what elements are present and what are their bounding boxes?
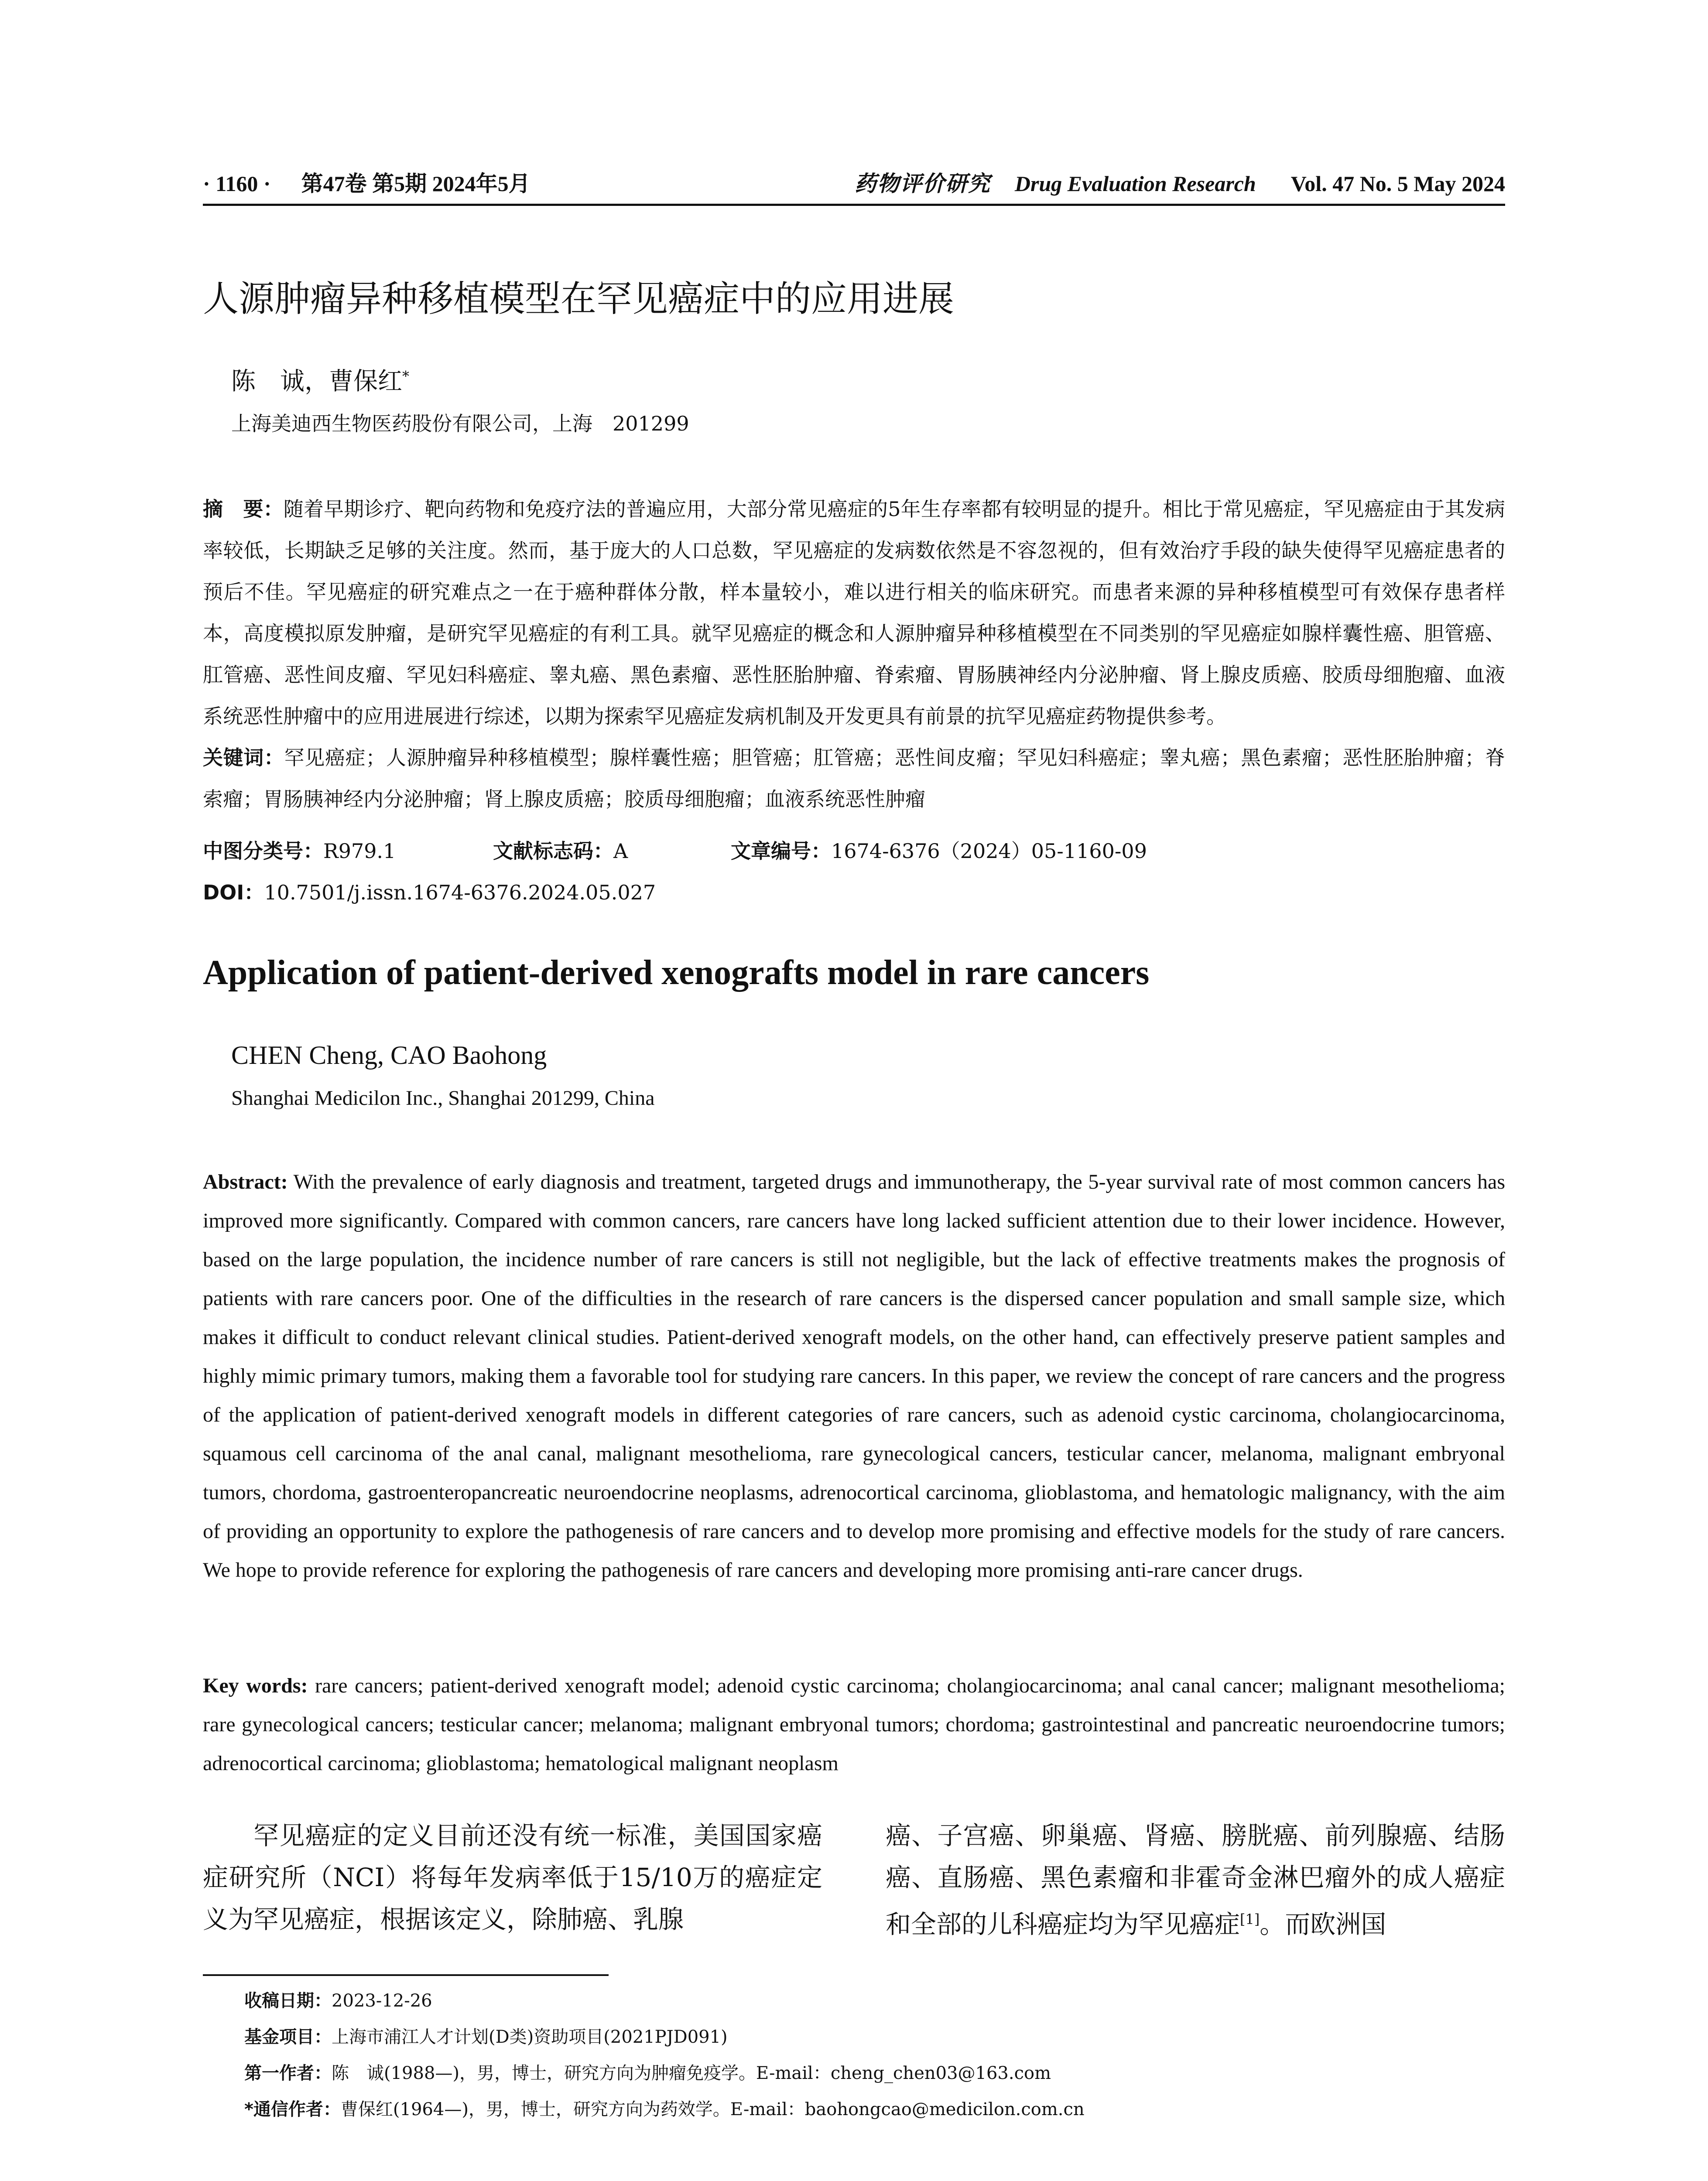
header-right (855, 166, 1505, 198)
article-number-label: 文章编号： (731, 839, 831, 863)
fund-label: 基金项目： (244, 2027, 332, 2047)
page-number: · 1160 · (203, 171, 271, 196)
footnote-first-author (244, 2059, 1051, 2084)
doi-value[interactable]: 10.7501/j.issn.1674-6376.2024.05.027 (264, 881, 656, 904)
received-value: 2023-12-26 (332, 1991, 432, 2011)
clc (203, 839, 396, 863)
abstract-cn (203, 489, 1505, 820)
clc-label: 中图分类号： (203, 839, 323, 863)
running-header (203, 164, 1505, 206)
body-col2-text: 癌、子宫癌、卵巢癌、肾癌、膀胱癌、前列腺癌、结肠癌、直肠癌、黑色素瘤和非霍奇金淋巴瘤外的成人癌症和全部的儿科癌症均为罕见癌症 (886, 1821, 1505, 1939)
issue-en: Vol. 47 No. 5 May 2024 (1290, 171, 1505, 196)
classification-line (203, 835, 1147, 864)
authors-cn-names: 陈 诚，曹保红 (231, 367, 402, 396)
first-author-label: 第一作者： (244, 2063, 332, 2083)
affiliation-cn: 上海美迪西生物医药股份有限公司，上海 201299 (231, 412, 689, 435)
header-left (203, 166, 531, 198)
authors-en: CHEN Cheng, CAO Baohong (231, 1041, 547, 1070)
title-en: Application of patient-derived xenografts model in rare cancers (203, 954, 1150, 992)
affiliation-en: Shanghai Medicilon Inc., Shanghai 201299, China (231, 1087, 655, 1110)
doc-code-label: 文献标志码： (493, 839, 613, 863)
keywords-cn-text: 罕见癌症；人源肿瘤异种移植模型；腺样囊性癌；胆管癌；肛管癌；恶性间皮瘤；罕见妇科癌症；睾丸癌；黑色素瘤；恶性胚胎肿瘤；脊索瘤；胃肠胰神经内分泌肿瘤；肾上腺皮质癌；胶质母细胞瘤；血液系统恶性肿瘤 (203, 746, 1506, 811)
doc-code-value: A (613, 839, 628, 863)
corresponding-value: 曹保红(1964—)，男，博士，研究方向为药效学。E-mail：baohongcao@medicilon.com.cn (340, 2099, 1085, 2119)
article-number (731, 835, 1147, 864)
doi-line (203, 877, 656, 906)
citation-ref[interactable]: [1] (1240, 1911, 1260, 1928)
journal-logo: 药物评价研究 (854, 171, 991, 196)
keywords-cn-label: 关键词： (203, 746, 284, 769)
footnote-fund (244, 2023, 728, 2048)
authors-cn (231, 362, 409, 397)
footnote-rule (203, 1974, 609, 1976)
keywords-en-label: Key words: (203, 1674, 308, 1697)
corresponding-label: *通信作者： (244, 2099, 341, 2119)
footnote-received (244, 1987, 432, 2012)
keywords-en-text: rare cancers; patient-derived xenograft model; adenoid cystic carcinoma; cholangiocarcinoma; anal canal cancer; malignant mesothelioma; rare gynecological cancers; testicular cancer; melanoma; malignant embryonal tumors; chordoma; gastrointestinal and pancreatic neuroendocrine tumors; adrenocortical carcinoma; glioblastoma; hematological malignant neoplasm (203, 1674, 1506, 1775)
corresponding-mark: * (402, 368, 409, 385)
first-author-value: 陈 诚(1988—)，男，博士，研究方向为肿瘤免疫学。E-mail：cheng_chen03@163.com (332, 2063, 1051, 2083)
abstract-en-label: Abstract: (203, 1170, 288, 1193)
article-number-value: 1674-6376（2024）05-1160-09 (831, 839, 1147, 863)
body-col2-tail: 。而欧洲国 (1260, 1909, 1386, 1939)
doi-label: DOI： (203, 881, 264, 904)
abstract-en (203, 1162, 1505, 1590)
body-column-right (886, 1815, 1505, 1945)
body-column-left: 罕见癌症的定义目前还没有统一标准，美国国家癌症研究所（NCI）将每年发病率低于15/10万的癌症定义为罕见癌症，根据该定义，除肺癌、乳腺 (203, 1821, 822, 1934)
title-cn: 人源肿瘤异种移植模型在罕见癌症中的应用进展 (203, 278, 955, 320)
abstract-cn-label: 摘 要： (203, 497, 284, 521)
abstract-cn-text: 随着早期诊疗、靶向药物和免疫疗法的普遍应用，大部分常见癌症的5年生存率都有较明显的提升。相比于常见癌症，罕见癌症由于其发病率较低，长期缺乏足够的关注度。然而，基于庞大的人口总数，罕见癌症的发病数依然是不容忽视的，但有效治疗手段的缺失使得罕见癌症患者的预后不佳。罕见癌症的研究难点之一在于癌种群体分散，样本量较小，难以进行相关的临床研究。而患者来源的异种移植模型可有效保存患者样本，高度模拟原发肿瘤，是研究罕见癌症的有利工具。就罕见癌症的概念和人源肿瘤异种移植模型在不同类别的罕见癌症如腺样囊性癌、胆管癌、肛管癌、恶性间皮瘤、罕见妇科癌症、睾丸癌、黑色素瘤、恶性胚胎肿瘤、脊索瘤、胃肠胰神经内分泌肿瘤、肾上腺皮质癌、胶质母细胞瘤、血液系统恶性肿瘤中的应用进展进行综述，以期为探索罕见癌症发病机制及开发更具有前景的抗罕见癌症药物提供参考。 (203, 497, 1505, 728)
clc-value: R979.1 (323, 839, 396, 863)
keywords-en (203, 1666, 1505, 1783)
fund-value: 上海市浦江人才计划(D类)资助项目(2021PJD091) (332, 2027, 728, 2047)
received-label: 收稿日期： (244, 1991, 332, 2011)
footnote-corresponding (244, 2096, 1085, 2120)
abstract-en-text: With the prevalence of early diagnosis and treatment, targeted drugs and immunotherapy, the 5-year survival rate of most common cancers has improved more significantly. Compared with common cancers, rare cancers have long lacked sufficient attention due to their lower incidence. However, based on the large population, the incidence number of rare cancers is still not negligible, but the lack of effective treatments makes the prognosis of patients with rare cancers poor. One of the difficulties in the research of rare cancers is the dispersed cancer population and small sample size, which makes it difficult to conduct relevant clinical studies. Patient-derived xenograft models, on the other hand, can effectively preserve patient samples and highly mimic primary tumors, making them a favorable tool for studying rare cancers. In this paper, we review the concept of rare cancers and the progress of the application of patient-derived xenograft models in different categories of rare cancers, such as adenoid cystic carcinoma, cholangiocarcinoma, squamous cell carcinoma of the anal canal, malignant mesothelioma, rare gynecological cancers, testicular cancer, melanoma, malignant embryonal tumors, chordoma, gastroenteropancreatic neuroendocrine neoplasms, adrenocortical carcinoma, glioblastoma, and hematologic malignancy, with the aim of providing an opportunity to explore the pathogenesis of rare cancers and to develop more promising and effective models for the study of rare cancers. We hope to provide reference for exploring the pathogenesis of rare cancers and developing more promising anti-rare cancer drugs. (203, 1170, 1505, 1582)
issue-cn: 第47卷 第5期 2024年5月 (301, 171, 531, 196)
doc-code (493, 835, 628, 864)
journal-name-en: Drug Evaluation Research (1014, 171, 1256, 196)
